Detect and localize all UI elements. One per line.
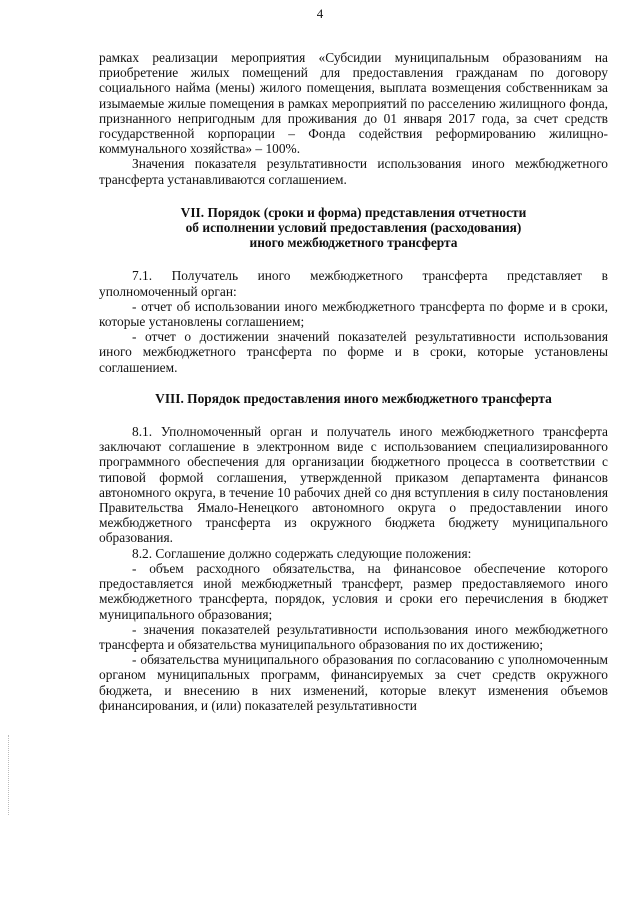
- paragraph-8-2-item-indicators: - значения показателей результативности использования иного межбюджетного трансферта и обязательства муниципального образования по их достижению;: [99, 621, 608, 652]
- intro-paragraph-indicator: Значения показателя результативности использования иного межбюджетного трансферта устанавливаются соглашением.: [99, 156, 608, 187]
- scan-margin-marks: [8, 735, 11, 815]
- section-7-heading: [99, 205, 608, 251]
- document-body: [99, 50, 608, 713]
- paragraph-8-2-item-volume: - объем расходного обязательства, на финансовое обеспечение которого предоставляется иной межбюджетный трансферт, размер предоставляемого иного межбюджетного трансферта, порядок, условия и сроки его перечисления в бюджет муниципального образования;: [99, 560, 608, 622]
- section-7-heading-line-1: VII. Порядок (сроки и форма) представления отчетности: [180, 204, 527, 220]
- section-7-heading-line-2: об исполнении условий предоставления (расходования): [185, 220, 522, 236]
- paragraph-7-1-item-usage-report: - отчет об использовании иного межбюджетного трансферта по форме и в сроки, которые установлены соглашением;: [99, 298, 608, 330]
- paragraph-7-1-item-results-report: - отчет о достижении значений показателей результативности использования иного межбюджетного трансферта по форме и в сроки, которые установлены соглашением.: [99, 329, 608, 375]
- section-8-heading: VIII. Порядок предоставления иного межбюджетного трансферта: [155, 390, 552, 406]
- paragraph-8-2: 8.2. Соглашение должно содержать следующие положения:: [132, 545, 472, 561]
- paragraph-7-1: 7.1. Получатель иного межбюджетного трансферта представляет в уполномоченный орган:: [99, 268, 608, 299]
- paragraph-8-1: 8.1. Уполномоченный орган и получатель иного межбюджетного трансферта заключают соглашение в электронном виде с использованием специализированного программного обеспечения для организации бюджетного процесса в соответствии с типовой формой соглашения, утвержденной приказом департамента финансов автономного округа, в течение 10 рабочих дней со дня вступления в силу постановления Правительства Ямало-Ненецкого автономного округа о предоставлении иного межбюджетного трансферта из окружного бюджета бюджету муниципального образования.: [99, 424, 608, 546]
- paragraph-8-2-item-obligations: - обязательства муниципального образования по согласованию с уполномоченным органом муниципальных программ, финансируемых за счет средств окружного бюджета, и внесению в них изменений, которые влекут изменения объемов финансирования, и (или) показателей результативности: [99, 652, 608, 713]
- intro-paragraph-continued: рамках реализации мероприятия «Субсидии муниципальным образованиям на приобретение жилых помещений для предоставления гражданам по договору социального найма (мены) жилого помещения, выплата возмещения собственникам за изымаемые жилые помещения в рамках мероприятий по расселению жилищного фонда, признанного непригодным для проживания до 01 января 2017 года, за счет средств государственной корпорации – Фонда содействия реформированию жилищно-коммунального хозяйства» – 100%.: [99, 50, 608, 157]
- page-number: 4: [316, 6, 324, 21]
- section-7-heading-line-3: иного межбюджетного трансферта: [249, 235, 458, 251]
